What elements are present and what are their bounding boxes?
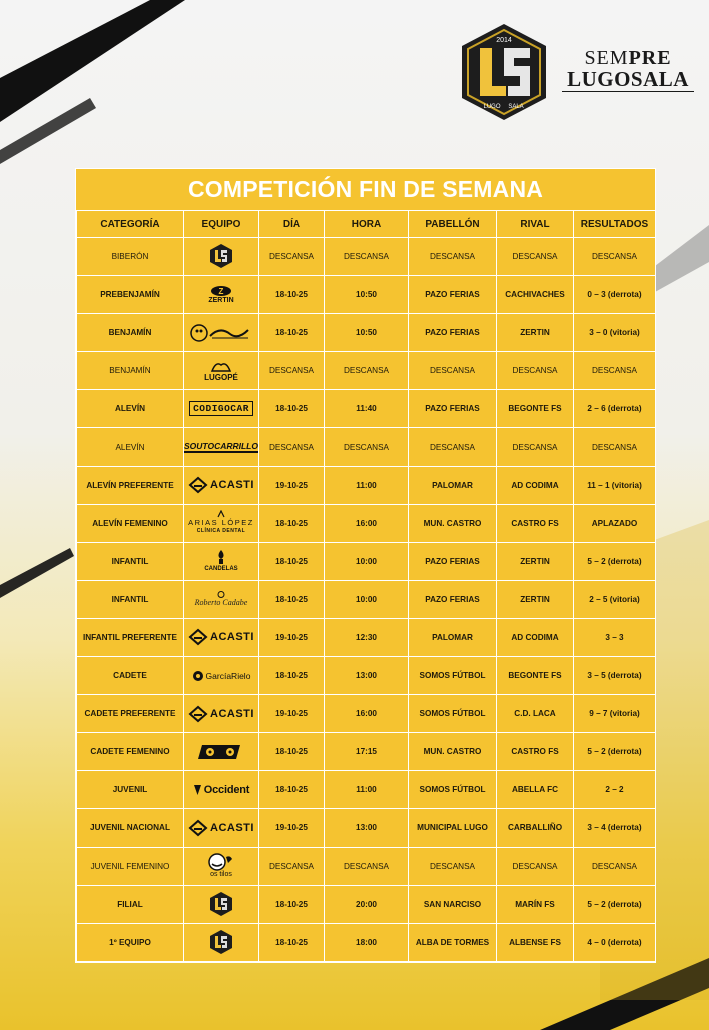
cell-rival: BEGONTE FS bbox=[497, 657, 574, 695]
cell-hora: 11:40 bbox=[325, 390, 409, 428]
table-row bbox=[77, 809, 656, 847]
cell-pabellon: PAZO FERIAS bbox=[409, 390, 497, 428]
cell-hora: DESCANSA bbox=[325, 428, 409, 466]
cell-pabellon: DESCANSA bbox=[409, 238, 497, 276]
cell-categoria: CADETE FEMENINO bbox=[77, 733, 184, 771]
cell-rival: CACHIVACHES bbox=[497, 276, 574, 314]
cell-resultado: DESCANSA bbox=[574, 847, 656, 885]
cell-dia: 18-10-25 bbox=[259, 885, 325, 923]
cell-pabellon: MUN. CASTRO bbox=[409, 504, 497, 542]
table-row bbox=[77, 923, 656, 961]
table-row bbox=[77, 771, 656, 809]
cell-equipo bbox=[184, 885, 259, 923]
cell-pabellon: ALBA DE TORMES bbox=[409, 923, 497, 961]
table-row bbox=[77, 580, 656, 618]
schedule-table bbox=[75, 168, 656, 963]
page-header bbox=[0, 0, 709, 150]
zertin-logo-icon bbox=[208, 285, 233, 304]
os-tilos-label: os tilos bbox=[210, 871, 232, 879]
cell-pabellon: DESCANSA bbox=[409, 847, 497, 885]
table-row bbox=[77, 466, 656, 504]
cell-resultado: 2 – 6 (derrota) bbox=[574, 390, 656, 428]
occident-label: Occident bbox=[203, 783, 250, 796]
codigocar-label: CODIGOCAR bbox=[193, 403, 249, 415]
acasti-logo-icon bbox=[188, 628, 254, 646]
arias-lopez-label: ARIAS LÓPEZ bbox=[188, 518, 254, 528]
cell-resultado: APLAZADO bbox=[574, 504, 656, 542]
table-row bbox=[77, 390, 656, 428]
acasti-label: ACASTI bbox=[210, 821, 254, 834]
cell-hora: 12:30 bbox=[325, 618, 409, 656]
col-header-rival: RIVAL bbox=[497, 211, 574, 238]
cell-hora: 20:00 bbox=[325, 885, 409, 923]
cell-categoria: CADETE bbox=[77, 657, 184, 695]
cell-rival: C.D. LACA bbox=[497, 695, 574, 733]
cell-hora: 18:00 bbox=[325, 923, 409, 961]
cell-categoria: BIBERÓN bbox=[77, 238, 184, 276]
cell-equipo bbox=[184, 390, 259, 428]
cell-dia: 18-10-25 bbox=[259, 504, 325, 542]
zertin-label: ZERTIN bbox=[208, 297, 234, 305]
codigocar-logo-icon bbox=[189, 401, 253, 416]
cell-rival: AD CODIMA bbox=[497, 618, 574, 656]
cell-rival: CASTRO FS bbox=[497, 504, 574, 542]
cell-dia: 18-10-25 bbox=[259, 276, 325, 314]
slogan-line-2: LUGOSALA bbox=[562, 68, 694, 92]
cell-categoria: INFANTIL PREFERENTE bbox=[77, 618, 184, 656]
cell-resultado: 3 – 5 (derrota) bbox=[574, 657, 656, 695]
cell-resultado: 0 – 3 (derrota) bbox=[574, 276, 656, 314]
cachivaches-logo-icon bbox=[190, 322, 252, 344]
cell-rival: CARBALLIÑO bbox=[497, 809, 574, 847]
cell-hora: 10:00 bbox=[325, 580, 409, 618]
cell-pabellon: PAZO FERIAS bbox=[409, 276, 497, 314]
acasti-logo-icon bbox=[188, 705, 254, 723]
cell-resultado: 2 – 2 bbox=[574, 771, 656, 809]
cell-rival: ZERTIN bbox=[497, 580, 574, 618]
cell-hora: 16:00 bbox=[325, 504, 409, 542]
cell-rival: ZERTIN bbox=[497, 314, 574, 352]
cell-pabellon: SAN NARCISO bbox=[409, 885, 497, 923]
cell-resultado: 5 – 2 (derrota) bbox=[574, 885, 656, 923]
acasti-label: ACASTI bbox=[210, 707, 254, 720]
fasth-logo-icon bbox=[198, 743, 244, 761]
table-title: COMPETICIÓN FIN DE SEMANA bbox=[187, 176, 544, 202]
cell-resultado: DESCANSA bbox=[574, 352, 656, 390]
cell-pabellon: SOMOS FÚTBOL bbox=[409, 657, 497, 695]
cell-categoria: JUVENIL FEMENINO bbox=[77, 847, 184, 885]
cell-rival: MARÍN FS bbox=[497, 885, 574, 923]
cell-pabellon: PAZO FERIAS bbox=[409, 542, 497, 580]
cell-hora: DESCANSA bbox=[325, 238, 409, 276]
col-header-equipo: EQUIPO bbox=[184, 211, 259, 238]
arias-lopez-logo-icon bbox=[188, 510, 254, 536]
cell-dia: 19-10-25 bbox=[259, 809, 325, 847]
cell-dia: 18-10-25 bbox=[259, 657, 325, 695]
cell-equipo bbox=[184, 695, 259, 733]
cell-resultado: 2 – 5 (vitoria) bbox=[574, 580, 656, 618]
cell-dia: DESCANSA bbox=[259, 238, 325, 276]
table-row bbox=[77, 314, 656, 352]
logo-year: 2014 bbox=[496, 37, 512, 44]
cell-pabellon: SOMOS FÚTBOL bbox=[409, 771, 497, 809]
cell-resultado: 3 – 3 bbox=[574, 618, 656, 656]
club-logo-icon bbox=[209, 929, 233, 955]
cell-categoria: FILIAL bbox=[77, 885, 184, 923]
cell-dia: 18-10-25 bbox=[259, 390, 325, 428]
cell-rival: ABELLA FC bbox=[497, 771, 574, 809]
cell-dia: DESCANSA bbox=[259, 428, 325, 466]
table-row bbox=[77, 733, 656, 771]
cell-rival: DESCANSA bbox=[497, 847, 574, 885]
col-header-pabellon: PABELLÓN bbox=[409, 211, 497, 238]
table-header-row bbox=[77, 211, 656, 238]
table-body bbox=[77, 238, 656, 962]
cell-categoria: JUVENIL bbox=[77, 771, 184, 809]
cell-pabellon: PALOMAR bbox=[409, 618, 497, 656]
cell-dia: 18-10-25 bbox=[259, 733, 325, 771]
cell-dia: 18-10-25 bbox=[259, 923, 325, 961]
cell-equipo bbox=[184, 847, 259, 885]
lugope-logo-icon bbox=[204, 359, 238, 382]
cell-pabellon: MUN. CASTRO bbox=[409, 733, 497, 771]
candelas-label: CANDELAS bbox=[204, 566, 238, 573]
logo-right-text: SALA bbox=[508, 104, 524, 110]
cell-equipo bbox=[184, 657, 259, 695]
cell-rival: BEGONTE FS bbox=[497, 390, 574, 428]
cell-categoria: ALEVÍN bbox=[77, 428, 184, 466]
cell-equipo bbox=[184, 580, 259, 618]
cell-equipo bbox=[184, 542, 259, 580]
cell-equipo bbox=[184, 428, 259, 466]
cell-rival: CASTRO FS bbox=[497, 733, 574, 771]
cell-pabellon: DESCANSA bbox=[409, 352, 497, 390]
cell-hora: 10:50 bbox=[325, 276, 409, 314]
occident-logo-icon bbox=[193, 784, 249, 796]
cell-equipo bbox=[184, 466, 259, 504]
cell-hora: 11:00 bbox=[325, 771, 409, 809]
logo-left-text: LUGO bbox=[483, 104, 501, 110]
cell-categoria: JUVENIL NACIONAL bbox=[77, 809, 184, 847]
acasti-logo-icon bbox=[188, 476, 254, 494]
cell-dia: 18-10-25 bbox=[259, 542, 325, 580]
cell-categoria: PREBENJAMÍN bbox=[77, 276, 184, 314]
cell-resultado: 5 – 2 (derrota) bbox=[574, 733, 656, 771]
cell-dia: DESCANSA bbox=[259, 847, 325, 885]
cell-equipo bbox=[184, 314, 259, 352]
table-row bbox=[77, 238, 656, 276]
cell-rival: DESCANSA bbox=[497, 238, 574, 276]
cell-resultado: 3 – 0 (vitoria) bbox=[574, 314, 656, 352]
table-row bbox=[77, 618, 656, 656]
cell-resultado: DESCANSA bbox=[574, 238, 656, 276]
table-row bbox=[77, 504, 656, 542]
col-header-categoria: CATEGORÍA bbox=[77, 211, 184, 238]
cell-categoria: ALEVÍN bbox=[77, 390, 184, 428]
acasti-logo-icon bbox=[188, 819, 254, 837]
garcia-rielo-logo-icon bbox=[192, 670, 251, 682]
table-row bbox=[77, 847, 656, 885]
cell-categoria: BENJAMÍN bbox=[77, 314, 184, 352]
cell-categoria: ALEVÍN PREFERENTE bbox=[77, 466, 184, 504]
cell-equipo bbox=[184, 238, 259, 276]
cell-pabellon: PAZO FERIAS bbox=[409, 314, 497, 352]
cell-equipo bbox=[184, 276, 259, 314]
table-row bbox=[77, 352, 656, 390]
cell-hora: 16:00 bbox=[325, 695, 409, 733]
cell-pabellon: MUNICIPAL LUGO bbox=[409, 809, 497, 847]
cell-rival: ZERTIN bbox=[497, 542, 574, 580]
table-row bbox=[77, 542, 656, 580]
cell-pabellon: PALOMAR bbox=[409, 466, 497, 504]
cell-hora: 17:15 bbox=[325, 733, 409, 771]
garcia-rielo-label: GarcíaRielo bbox=[205, 670, 251, 681]
cell-categoria: 1º EQUIPO bbox=[77, 923, 184, 961]
cell-equipo bbox=[184, 618, 259, 656]
cell-dia: 18-10-25 bbox=[259, 314, 325, 352]
col-header-resultados: RESULTADOS bbox=[574, 211, 656, 238]
cell-hora: 11:00 bbox=[325, 466, 409, 504]
cell-resultado: DESCANSA bbox=[574, 428, 656, 466]
cell-hora: DESCANSA bbox=[325, 352, 409, 390]
cell-equipo bbox=[184, 504, 259, 542]
club-logo-icon bbox=[209, 243, 233, 269]
cell-dia: 19-10-25 bbox=[259, 466, 325, 504]
table-row bbox=[77, 695, 656, 733]
roberto-cadabe-label: Roberto Cadabe bbox=[194, 598, 248, 608]
acasti-label: ACASTI bbox=[210, 631, 254, 644]
cell-resultado: 11 – 1 (vitoria) bbox=[574, 466, 656, 504]
cell-rival: DESCANSA bbox=[497, 352, 574, 390]
table-row bbox=[77, 885, 656, 923]
cell-categoria: CADETE PREFERENTE bbox=[77, 695, 184, 733]
cell-categoria: INFANTIL bbox=[77, 580, 184, 618]
cell-dia: 19-10-25 bbox=[259, 695, 325, 733]
acasti-label: ACASTI bbox=[210, 479, 254, 492]
lugope-label: LUGOPÉ bbox=[204, 373, 238, 383]
cell-equipo bbox=[184, 352, 259, 390]
cell-resultado: 5 – 2 (derrota) bbox=[574, 542, 656, 580]
cell-resultado: 3 – 4 (derrota) bbox=[574, 809, 656, 847]
cell-equipo bbox=[184, 733, 259, 771]
cell-dia: 19-10-25 bbox=[259, 618, 325, 656]
arias-lopez-sub: CLÍNICA DENTAL bbox=[196, 528, 246, 535]
col-header-dia: DÍA bbox=[259, 211, 325, 238]
cell-rival: AD CODIMA bbox=[497, 466, 574, 504]
soutocarrillo-label: SOUTOCARRILLO bbox=[184, 441, 258, 452]
cell-categoria: ALEVÍN FEMENINO bbox=[77, 504, 184, 542]
table-row bbox=[77, 657, 656, 695]
cell-equipo bbox=[184, 771, 259, 809]
slogan-line-1: SEMPRE bbox=[584, 47, 672, 69]
svg-text:Z: Z bbox=[218, 287, 224, 297]
table-row bbox=[77, 276, 656, 314]
cell-pabellon: SOMOS FÚTBOL bbox=[409, 695, 497, 733]
cell-hora: 10:50 bbox=[325, 314, 409, 352]
slogan bbox=[562, 48, 694, 92]
cell-equipo bbox=[184, 809, 259, 847]
schedule-grid bbox=[76, 210, 656, 962]
roberto-cadabe-logo-icon bbox=[195, 591, 248, 607]
table-row bbox=[77, 428, 656, 466]
cell-hora: DESCANSA bbox=[325, 847, 409, 885]
cell-dia: 18-10-25 bbox=[259, 771, 325, 809]
cell-hora: 13:00 bbox=[325, 809, 409, 847]
club-logo-icon bbox=[209, 891, 233, 917]
col-header-hora: HORA bbox=[325, 211, 409, 238]
cell-categoria: INFANTIL bbox=[77, 542, 184, 580]
soutocarrillo-logo-icon bbox=[184, 441, 258, 453]
cell-resultado: 4 – 0 (derrota) bbox=[574, 923, 656, 961]
cell-hora: 10:00 bbox=[325, 542, 409, 580]
candelas-logo-icon bbox=[204, 549, 237, 573]
cell-dia: DESCANSA bbox=[259, 352, 325, 390]
os-tilos-logo-icon bbox=[208, 853, 234, 879]
club-logo-icon bbox=[458, 22, 550, 122]
cell-hora: 13:00 bbox=[325, 657, 409, 695]
cell-equipo bbox=[184, 923, 259, 961]
cell-dia: 18-10-25 bbox=[259, 580, 325, 618]
cell-pabellon: PAZO FERIAS bbox=[409, 580, 497, 618]
cell-categoria: BENJAMÍN bbox=[77, 352, 184, 390]
cell-pabellon: DESCANSA bbox=[409, 428, 497, 466]
cell-rival: DESCANSA bbox=[497, 428, 574, 466]
cell-resultado: 9 – 7 (vitoria) bbox=[574, 695, 656, 733]
cell-rival: ALBENSE FS bbox=[497, 923, 574, 961]
